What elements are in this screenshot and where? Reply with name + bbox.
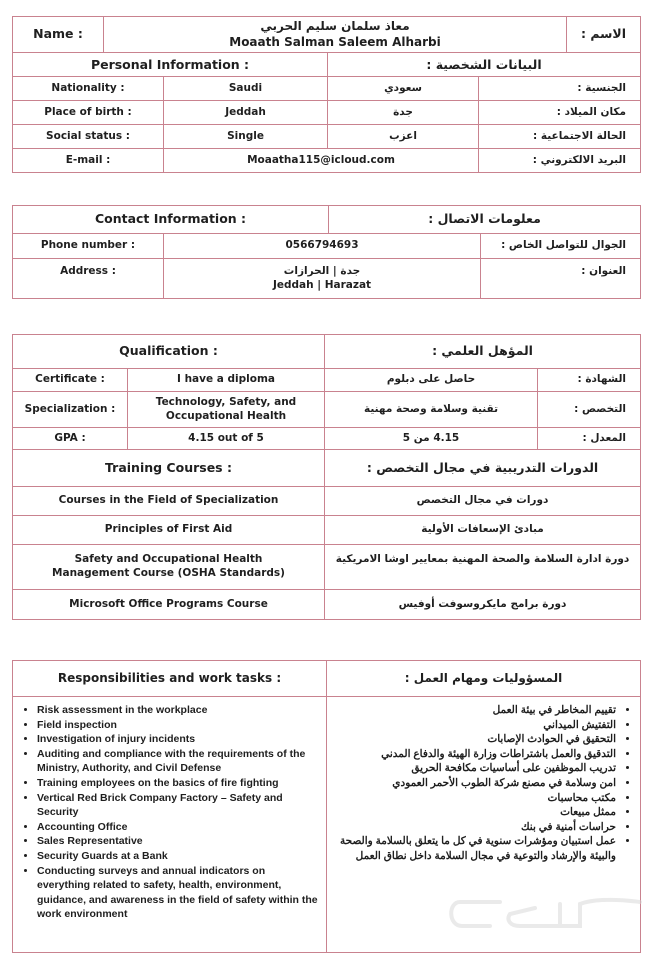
table-row [13,428,641,450]
email-label-en: E-mail : [13,149,164,173]
specialization-label-ar: التخصص : [538,392,641,428]
responsibilities-en-cell [13,697,327,953]
birthplace-value-ar: جدة [328,101,479,125]
responsibility-item: • Auditing and compliance with the requirements of the Ministry, Authority, and Civil Defense [37,747,318,776]
course-ar: دورة ادارة السلامة والصحة المهنية بمعايير اوشا الامريكية [325,545,641,590]
responsibility-item: • Conducting surveys and annual indicators on everything related to safety, health, environment, guidance, and awareness in the field of safety within the work environment [37,864,318,922]
responsibility-item: • Risk assessment in the workplace [37,703,318,718]
phone-label-ar: الجوال للتواصل الخاص : [481,234,641,259]
responsibilities-list-ar [335,703,632,864]
qualification-header-ar: المؤهل العلمي : [325,335,641,369]
social-status-value-en: Single [164,125,328,149]
responsibility-item: • Field inspection [37,718,318,733]
email-link[interactable]: Moaatha115@icloud.com [164,149,479,173]
phone-value[interactable]: 0566794693 [164,234,481,259]
specialization-value-en: Technology, Safety, and Occupational Health [128,392,325,428]
table-row [13,369,641,392]
responsibility-item: • Security Guards at a Bank [37,849,318,864]
responsibility-item: • Investigation of injury incidents [37,732,318,747]
address-value-en: Jeddah | Harazat [272,278,372,291]
gpa-label-en: GPA : [13,428,128,450]
gpa-value-en: 4.15 out of 5 [128,428,325,450]
table-row [13,259,641,299]
table-row [13,77,641,101]
certificate-label-en: Certificate : [13,369,128,392]
watermark-glyph [451,900,640,926]
social-status-label-ar: الحالة الاجتماعية : [479,125,641,149]
certificate-value-en: I have a diploma [128,369,325,392]
course-en: Safety and Occupational Health Management Course (OSHA Standards) [13,545,325,590]
table-row [13,487,641,516]
responsibility-item: • عمل استبيان ومؤشرات سنوية في كل ما يتعلق بالسلامة والصحة والبيئة والإرشاد والتوعية في مجال السلامة داخل نطاق العمل [335,834,616,863]
phone-label-en: Phone number : [13,234,164,259]
responsibilities-header-ar: المسؤوليات ومهام العمل : [327,661,641,697]
responsibility-item: • Sales Representative [37,834,318,849]
nationality-label-en: Nationality : [13,77,164,101]
table-row [13,125,641,149]
birthplace-label-ar: مكان الميلاد : [479,101,641,125]
responsibilities-list-en [21,703,318,922]
responsibility-item: • امن وسلامة في مصنع شركة الطوب الأحمر العمودي [335,776,616,791]
responsibility-item: • ممثل مبيعات [335,805,616,820]
nationality-value-en: Saudi [164,77,328,101]
name-label-en: Name : [13,17,104,53]
address-label-ar: العنوان : [481,259,641,299]
gpa-value-ar: 4.15 من 5 [325,428,538,450]
birthplace-value-en: Jeddah [164,101,328,125]
course-ar: دورة برامج مايكروسوفت أوفيس [325,590,641,620]
responsibility-item: • تدريب الموظفين على أساسيات مكافحة الحريق [335,761,616,776]
table-row [13,516,641,545]
specialization-label-en: Specialization : [13,392,128,428]
course-en: Microsoft Office Programs Course [13,590,325,620]
responsibility-item: • تقييم المخاطر في بيئة العمل [335,703,616,718]
personal-header-en: Personal Information : [13,53,328,77]
contact-header-en: Contact Information : [13,206,329,234]
table-row [13,149,641,173]
course-ar: مبادئ الإسعافات الأولية [325,516,641,545]
qualification-header-en: Qualification : [13,335,325,369]
responsibility-item: • Accounting Office [37,820,318,835]
haraj-watermark-logo [440,890,650,935]
responsibilities-header-en: Responsibilities and work tasks : [13,661,327,697]
name-value-ar: معاذ سلمان سليم الحربي [260,19,410,33]
qualification-table [12,334,641,620]
table-row [13,545,641,590]
personal-info-table [12,16,641,173]
name-row [13,17,641,53]
name-value [104,17,567,53]
course-ar: دورات في مجال التخصص [325,487,641,516]
course-en: Courses in the Field of Specialization [13,487,325,516]
birthplace-label-en: Place of birth : [13,101,164,125]
responsibility-item: • Training employees on the basics of fire fighting [37,776,318,791]
responsibility-item: • التفتيش الميداني [335,718,616,733]
table-row [13,234,641,259]
responsibility-item: • التدقيق والعمل باشتراطات وزارة الهيئة والدفاع المدني [335,747,616,762]
table-row [13,101,641,125]
personal-header-row [13,53,641,77]
address-label-en: Address : [13,259,164,299]
certificate-label-ar: الشهادة : [538,369,641,392]
training-header-ar: الدورات التدريبية في مجال التخصص : [325,450,641,487]
qualification-header-row [13,335,641,369]
responsibilities-header-row [13,661,641,697]
personal-header-ar: البيانات الشخصية : [328,53,641,77]
responsibility-item: • حراسات أمنية في بنك [335,820,616,835]
specialization-value-ar: تقنية وسلامة وصحة مهنية [325,392,538,428]
contact-info-table [12,205,641,299]
address-value [164,259,481,299]
table-row [13,590,641,620]
responsibility-item: • Vertical Red Brick Company Factory – Safety and Security [37,791,318,820]
nationality-label-ar: الجنسية : [479,77,641,101]
course-en: Principles of First Aid [13,516,325,545]
responsibility-item: • التحقيق في الحوادث الإصابات [335,732,616,747]
certificate-value-ar: حاصل على دبلوم [325,369,538,392]
social-status-label-en: Social status : [13,125,164,149]
training-header-en: Training Courses : [13,450,325,487]
social-status-value-ar: اعزب [328,125,479,149]
email-label-ar: البريد الالكتروني : [479,149,641,173]
training-header-row [13,450,641,487]
responsibility-item: • مكتب محاسبات [335,791,616,806]
name-value-en: Moaath Salman Saleem Alharbi [229,34,441,49]
name-label-ar: الاسم : [567,17,641,53]
contact-header-ar: معلومات الاتصال : [329,206,641,234]
nationality-value-ar: سعودي [328,77,479,101]
gpa-label-ar: المعدل : [538,428,641,450]
address-value-ar: جدة | الحرازات [283,264,361,277]
table-row [13,392,641,428]
contact-header-row [13,206,641,234]
